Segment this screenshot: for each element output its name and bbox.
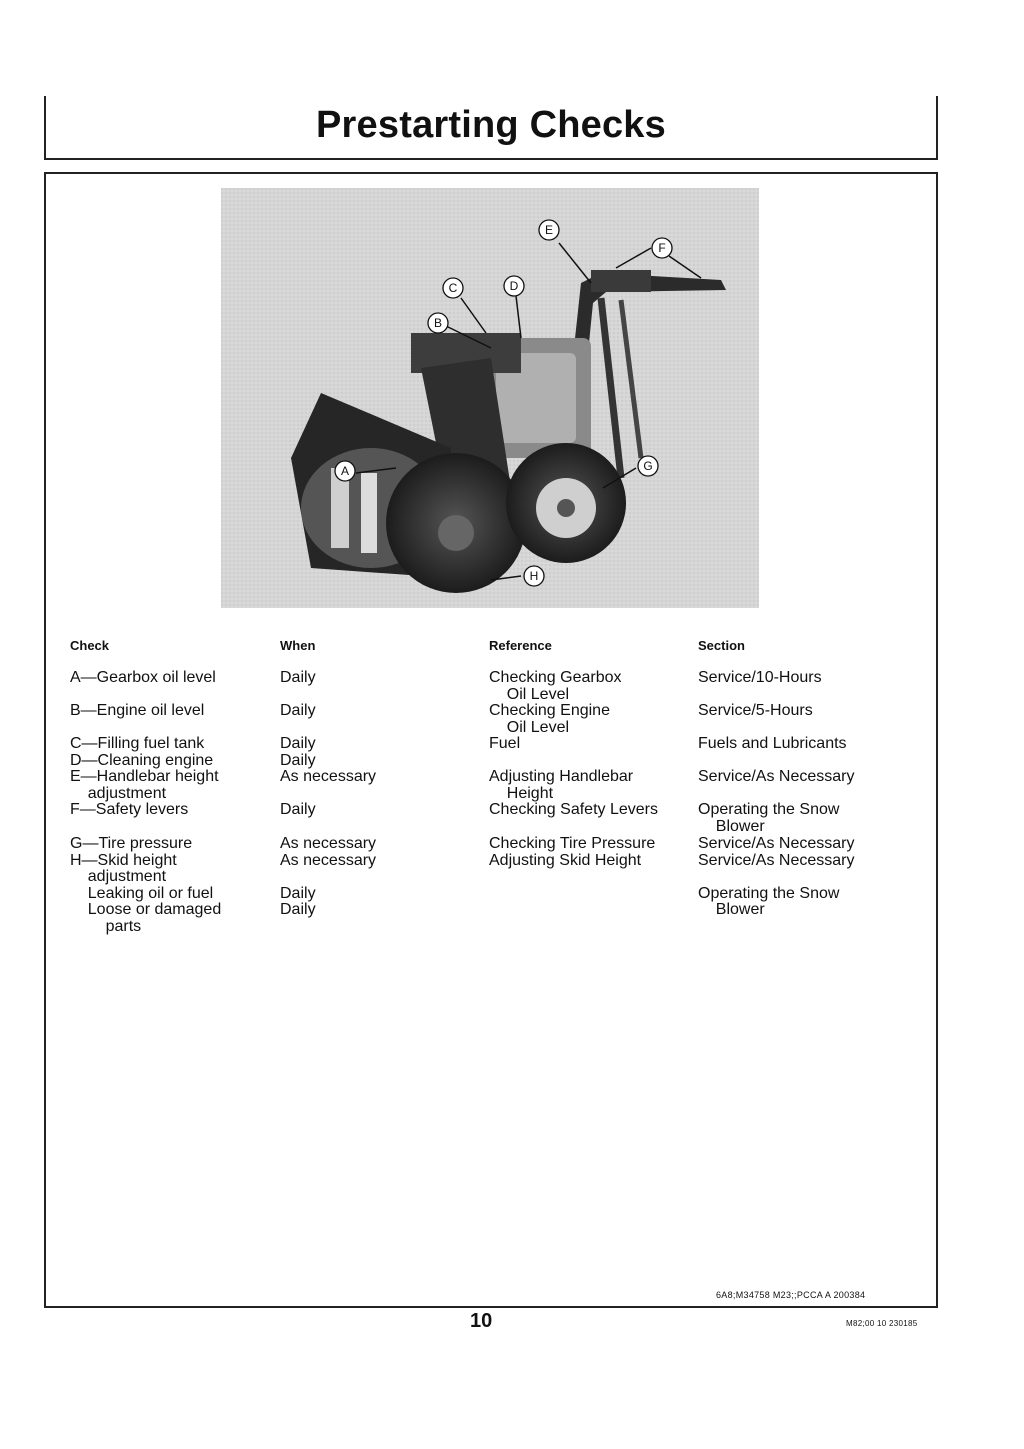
row-0-check: A—Gearbox oil level: [70, 669, 216, 686]
page-title: Prestarting Checks: [316, 104, 666, 146]
callout-g: G: [643, 459, 653, 473]
callout-h: H: [529, 569, 539, 583]
row-3-section: Service/As Necessary Service/As Necessary Operating the Snow Blower: [698, 835, 855, 918]
row-2-check: C—Filling fuel tank D—Cleaning engine E—Handlebar height adjustment F—Safety levers: [70, 735, 219, 818]
row-3-check: G—Tire pressure H—Skid height adjustment Leaking oil or fuel Loose or damaged parts: [70, 835, 222, 935]
page-header: [44, 96, 938, 160]
document-code: 6A8;M34758 M23;;PCCA A 200384: [716, 1290, 866, 1300]
column-header-when: When: [280, 638, 316, 653]
callout-d: D: [509, 279, 519, 293]
row-2-when: Daily Daily As necessary Daily: [280, 735, 377, 818]
row-2-section: Fuels and Lubricants Service/As Necessary Operating the Snow Blower: [698, 735, 855, 835]
callout-e: E: [544, 223, 554, 237]
row-1-check: B—Engine oil level: [70, 702, 205, 719]
row-1-section: Service/5-Hours: [698, 702, 813, 719]
column-header-check: Check: [70, 638, 110, 653]
revision-code: M82;00 10 230185: [846, 1319, 918, 1328]
snow-blower-photo: [221, 188, 759, 608]
callout-f: F: [658, 241, 666, 255]
row-0-reference: Checking Gearbox Oil Level: [489, 669, 622, 703]
row-0-section: Service/10-Hours: [698, 669, 822, 686]
callout-a: A: [340, 464, 350, 478]
row-1-reference: Checking Engine Oil Level: [489, 702, 610, 736]
callout-c: C: [448, 281, 458, 295]
row-0-when: Daily: [280, 669, 316, 686]
row-3-reference: Checking Tire Pressure Adjusting Skid Height: [489, 835, 656, 869]
column-header-section: Section: [698, 638, 745, 653]
column-header-reference: Reference: [489, 638, 552, 653]
row-1-when: Daily: [280, 702, 316, 719]
snow-blower-illustration: [221, 188, 759, 608]
callout-b: B: [433, 316, 443, 330]
row-2-reference: Fuel Adjusting Handlebar Height Checking Safety Levers: [489, 735, 658, 818]
page-number: 10: [470, 1310, 493, 1332]
row-3-when: As necessary As necessary Daily Daily: [280, 835, 377, 918]
